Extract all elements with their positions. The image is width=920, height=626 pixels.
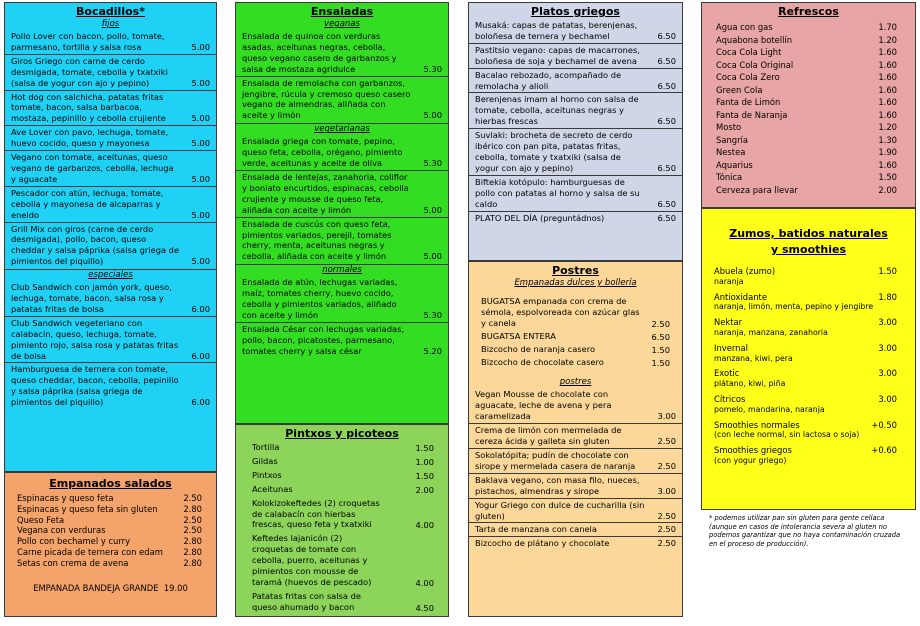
postres-empanadas-list <box>469 296 682 369</box>
zumo-item-price: +0.60 <box>871 445 897 456</box>
refresco-item-name: Coca Cola Light <box>716 47 782 57</box>
ensalada-vegetariana-item-text: Ensalada de cuscús con queso feta, pimientos variados, perejil, tomates cherry, menta, aceitunas negras y cebolla, aliñada con aceite y limón <box>242 218 392 262</box>
plato-griego-item-text: Pastitsio vegano: capas de macarrones, boloñesa de soja y bechamel de avena <box>475 44 640 66</box>
ensalada-vegetariana-item-price: 5.00 <box>423 251 442 262</box>
refresco-item-price: 1.60 <box>878 97 897 107</box>
ensalada-vegana-item-text: Ensalada de quinoa con verduras asadas, aceitunas negras, cebolla, queso vegano casero de garbanzos y salsa de mostaza agridulce <box>242 31 397 74</box>
bocadillo-fijo-item-price: 5.00 <box>191 113 210 124</box>
zumo-item <box>708 266 911 288</box>
postre-empanada-text: BUGATSA empanada con crema de sémola, espolvoreada con azúcar glas y canela <box>481 296 640 328</box>
pintxos-list <box>236 441 448 615</box>
bocadillo-fijo-item-price: 5.00 <box>191 77 210 88</box>
pintxo-item-price: 4.00 <box>415 577 434 588</box>
ensaladas-sub-veganas: veganas <box>324 19 360 29</box>
bocadillo-especial-item-text: Hamburguesa de ternera con tomate, queso cheddar, bacon, cebolla, pepinillo y salsa páprika (salsa griega de pimientos del piquillo) <box>11 364 179 408</box>
empanado-item-name: Vegana con verduras <box>17 525 106 536</box>
refresco-item-price: 1.60 <box>878 109 897 120</box>
pintxo-item-price: 2.00 <box>415 484 434 495</box>
bocadillo-fijo-item-text: Grill Mix con giros (carne de cerdo desmigada), pollo, bacon, queso cheddar y salsa páprika (salsa griega de pimientos del piquillo) <box>11 223 180 267</box>
platos-section <box>468 2 683 261</box>
zumo-item-price: 3.00 <box>878 342 897 353</box>
empanados-section <box>4 472 217 617</box>
ensalada-vegana-item-price: 5.00 <box>423 110 442 121</box>
refresco-item-name: Green Cola <box>716 84 763 95</box>
bocadillo-especial-item <box>5 362 216 409</box>
postre-item-price: 2.50 <box>657 436 676 447</box>
zumo-item <box>708 420 911 442</box>
bocadillo-especial-item-price: 6.00 <box>191 350 210 361</box>
refresco-item-price: 1.20 <box>878 122 897 132</box>
empanado-item-price: 2.50 <box>183 525 202 536</box>
pintxo-item <box>236 497 448 533</box>
zumo-item-price: 1.50 <box>878 266 897 276</box>
pintxo-item-text: Gildas <box>252 455 278 466</box>
refresco-item-name: Nestea <box>716 147 746 157</box>
pintxo-item <box>236 590 448 615</box>
refrescos-section <box>701 2 916 208</box>
postre-item-text: Crema de limón con mermelada de cereza ácida y galleta sin gluten <box>475 425 622 447</box>
bocadillo-fijo-item <box>5 90 216 126</box>
postre-item <box>469 473 682 498</box>
refresco-item-name: Coca Cola Zero <box>716 72 780 82</box>
pintxo-item-text: Aceitunas <box>252 483 293 494</box>
refrescos-list <box>702 19 915 196</box>
pintxo-item-price: 1.00 <box>415 456 434 467</box>
pintxo-item-text: Keftedes lajanicón (2) croquetas de tomate con cebolla, puerro, aceitunas y pimientos con mousse de taramá (huevos de pescado) <box>252 533 372 587</box>
postre-item <box>469 423 682 448</box>
ensalada-normal-item-price: 5.20 <box>423 345 442 356</box>
ensalada-vegana-item-price: 5.30 <box>423 63 442 74</box>
bocadillo-fijo-item <box>5 186 216 222</box>
bocadillo-fijo-item-price: 5.00 <box>191 138 210 149</box>
zumo-item-row <box>708 368 911 379</box>
postre-item-text: Tarta de manzana con canela <box>475 524 597 535</box>
ensalada-normal-item-text: Ensalada César con lechugas variadas, pollo, bacon, picatostes, parmesano, tomates cherry y salsa césar <box>242 323 405 356</box>
bocadillo-especial-item-text: Club Sandwich vegeteriano con calabacín, queso, lechuga, tomate, pimiento rojo, salsa rosa y patatas fritas de bolsa <box>11 317 179 361</box>
refresco-item-name: Coca Cola Original <box>716 59 794 70</box>
bocadillo-fijo-item-text: Pescador con atún, lechuga, tomate, cebolla y mayonesa de alcaparras y eneldo <box>11 187 164 220</box>
refresco-item-price: 1.60 <box>878 47 897 57</box>
zumo-item-row <box>708 317 911 328</box>
plato-griego-item-text: Suvlaki: brocheta de secreto de cerdo ibérico con pan pita, patatas fritas, cebolla, tomate y txatxiki (salsa de yogur con ajo y pepino) <box>475 130 633 173</box>
zumo-item-name: Cítricos <box>714 393 746 404</box>
refresco-item-price: 1.60 <box>878 72 897 82</box>
pintxo-item-text: Pintxos <box>252 469 282 480</box>
bocadillo-fijo-item-text: Vegano con tomate, aceitunas, queso vegano de garbanzos, cebolla, lechuga y aguacate <box>11 152 174 184</box>
zumo-item-name: Antioxidante <box>714 291 767 302</box>
zumos-title-line2: y smoothies <box>771 243 846 256</box>
empanado-item-price: 2.50 <box>183 514 202 525</box>
postre-item <box>469 388 682 423</box>
ensaladas-normales-list <box>236 276 448 357</box>
refresco-item <box>710 84 911 97</box>
postre-item-price: 2.50 <box>657 510 676 521</box>
ensalada-vegetariana-item <box>236 135 448 170</box>
postre-empanada-item <box>469 344 682 357</box>
pintxo-item <box>236 532 448 590</box>
refresco-item-name: Sangría <box>716 134 748 145</box>
empanado-item-name: Queso Feta <box>17 514 65 525</box>
zumo-item-desc: naranja, limón, menta, pepino y jengibre <box>714 302 874 312</box>
refresco-item-name: Mosto <box>716 122 742 132</box>
zumo-item-name: Nektar <box>714 317 743 328</box>
platos-list <box>469 19 682 224</box>
empanados-title: Empanados salados <box>49 477 172 490</box>
postre-empanada-item <box>469 296 682 331</box>
footnote-text: * podemos utilizar pan sin gluten para gente celíaca (aunque en casos de intolerancia severa al gluten no podemos garantizar que no haya contaminación cruzada en el proceso de producción). <box>709 514 901 548</box>
zumos-list <box>702 266 915 467</box>
plato-griego-item-text: PLATO DEL DÍA (preguntádnos) <box>475 212 605 223</box>
ensalada-vegana-item <box>236 30 448 76</box>
platos-title: Platos griegos <box>531 5 620 18</box>
zumo-item-desc: naranja <box>714 276 744 286</box>
ensaladas-sub-vegetarianas: vegetarianas <box>236 123 448 134</box>
zumo-item-desc: naranja, manzana, zanahoria <box>714 327 828 337</box>
plato-griego-item <box>469 92 682 128</box>
postres-title: Postres <box>552 264 599 277</box>
pintxo-item-price: 1.50 <box>415 470 434 481</box>
ensaladas-sub-normales: normales <box>236 264 448 275</box>
empanado-item-name: Espinacas y queso feta <box>17 493 114 503</box>
empanado-item-price: 2.80 <box>183 557 202 568</box>
empanado-item-price: 2.80 <box>183 546 202 557</box>
plato-griego-item-price: 6.50 <box>657 80 676 91</box>
empanado-item-name: Espinacas y queso feta sin gluten <box>17 503 158 514</box>
bocadillo-especial-item <box>5 316 216 363</box>
postre-empanada-price: 6.50 <box>651 331 670 342</box>
ensaladas-section <box>235 2 449 424</box>
bocadillo-fijo-item-text: Hot dog con salchicha, patatas fritas tomate, bacon, salsa barbacoa, mostaza, pepinillo y cebolla crujiente <box>11 91 166 124</box>
zumo-item <box>708 445 911 467</box>
postre-item-text: Sokolatópita; pudín de chocolate con sirope y mermelada casera de naranja <box>475 449 636 471</box>
refresco-item-name: Fanta de Limón <box>716 97 781 107</box>
ensalada-vegana-item-text: Ensalada de remolacha con garbanzos, jengibre, rúcula y cremoso queso casero vegano de almendras, aliñada con aceite y limón <box>242 77 411 121</box>
postre-item-text: Bizcocho de plátano y chocolate <box>475 538 610 549</box>
bocadillos-title: Bocadillos* <box>76 5 145 18</box>
postre-empanada-item <box>469 357 682 370</box>
refresco-item-name: Aquabona botellín <box>716 34 793 45</box>
ensalada-vegetariana-item-price: 5.30 <box>423 158 442 169</box>
pintxo-item <box>236 441 448 455</box>
bocadillo-fijo-item-text: Pollo Lover con bacon, pollo, tomate, parmesano, tortilla y salsa rosa <box>11 31 165 52</box>
zumo-item-row <box>708 292 911 303</box>
bocadillo-fijo-item <box>5 30 216 54</box>
postre-item-price: 3.00 <box>657 411 676 422</box>
ensalada-vegetariana-item-text: Ensalada de lentejas, zanahoria, coliflor y boniato encurtidos, espinacas, cebolla crujiente y mousse de queso feta, aliñada con aceite y limón <box>242 171 409 215</box>
bocadillo-fijo-item-price: 5.00 <box>191 209 210 220</box>
ensalada-vegetariana-item-price: 5.00 <box>423 204 442 215</box>
postre-item-text: Baklava vegano, con masa filo, nueces, pistachos, almendras y sirope <box>475 474 640 496</box>
pintxo-item <box>236 455 448 469</box>
empanado-item-price: 2.80 <box>183 503 202 514</box>
refresco-item <box>710 96 911 109</box>
pintxos-title: Pintxos y picoteos <box>285 427 399 440</box>
zumo-item-row <box>708 343 911 354</box>
pintxo-item <box>236 483 448 497</box>
empanada-bandeja-row <box>5 583 216 594</box>
refresco-item <box>710 134 911 147</box>
zumo-item-price: 3.00 <box>878 393 897 404</box>
refresco-item <box>710 171 911 184</box>
empanado-item <box>5 547 216 558</box>
empanado-item <box>5 536 216 547</box>
postre-item-price: 2.50 <box>657 524 676 535</box>
zumo-item-name: Abuela (zumo) <box>714 266 776 276</box>
ensalada-vegetariana-item-text: Ensalada griega con tomate, pepino, queso feta, cebolla, orégano, pimiento verde, aceitunas y aceite de oliva <box>242 136 403 169</box>
refrescos-title: Refrescos <box>778 5 839 18</box>
postre-empanada-text: BUGATSA ENTERA <box>481 330 556 341</box>
refresco-item-price: 1.20 <box>878 34 897 45</box>
bocadillos-especiales-list <box>5 281 216 409</box>
empanado-item <box>5 493 216 504</box>
zumo-item-desc: pomelo, mandarina, naranja <box>714 404 825 414</box>
plato-griego-item <box>469 68 682 93</box>
plato-griego-item-price: 6.50 <box>657 55 676 66</box>
refresco-item <box>710 34 911 47</box>
ensalada-normal-item <box>236 276 448 322</box>
plato-griego-item-price: 6.50 <box>657 116 676 127</box>
bocadillo-especial-item <box>5 281 216 316</box>
bocadillo-fijo-item-price: 5.00 <box>191 256 210 267</box>
zumo-item-row <box>708 394 911 405</box>
plato-griego-item-text: Bacalao rebozado, acompañado de remolacha y alioli <box>475 69 622 91</box>
refresco-item <box>710 71 911 84</box>
refresco-item-price: 1.60 <box>878 84 897 95</box>
zumo-item <box>708 394 911 416</box>
empanada-bandeja-price: 19.00 <box>163 582 188 593</box>
zumo-item-row <box>708 445 911 456</box>
zumo-item-name: Invernal <box>714 342 748 353</box>
postre-empanada-price: 1.50 <box>651 344 670 355</box>
postre-item <box>469 522 682 536</box>
empanado-item <box>5 558 216 569</box>
postre-empanada-text: Bizcocho de chocolate casero <box>481 356 604 367</box>
refresco-item-price: 1.60 <box>878 159 897 170</box>
plato-griego-item <box>469 211 682 225</box>
zumo-item <box>708 343 911 365</box>
ensalada-normal-item <box>236 322 448 358</box>
postres-sub-postres: postres <box>559 377 592 388</box>
zumos-section <box>701 208 916 510</box>
postre-item-text: Yogur Griego con dulce de cucharilla (sin gluten) <box>475 499 645 521</box>
bocadillos-sub-especiales: especiales <box>5 269 216 280</box>
zumo-item-price: 3.00 <box>878 368 897 379</box>
zumo-item <box>708 317 911 339</box>
refresco-item-name: Aquarius <box>716 159 753 170</box>
plato-griego-item <box>469 128 682 175</box>
refresco-item <box>710 21 911 34</box>
empanado-item <box>5 515 216 526</box>
empanada-bandeja-label: EMPANADA BANDEJA GRANDE <box>33 582 159 593</box>
plato-griego-item-price: 6.50 <box>657 162 676 173</box>
bocadillo-fijo-item <box>5 150 216 186</box>
zumo-item-price: +0.50 <box>871 419 897 430</box>
ensaladas-title: Ensaladas <box>310 5 374 18</box>
plato-griego-item-text: Musaká: capas de patatas, berenjenas, boloñesa de ternera y bechamel <box>475 20 638 41</box>
zumo-item-name: Exotic <box>714 368 740 379</box>
bocadillo-fijo-item <box>5 54 216 90</box>
zumo-item-desc: (con yogur griego) <box>714 455 787 465</box>
plato-griego-item <box>469 19 682 43</box>
refresco-item <box>710 46 911 59</box>
empanado-item-name: Pollo con bechamel y curry <box>17 536 131 547</box>
plato-griego-item <box>469 175 682 211</box>
refresco-item-name: Agua con gas <box>716 22 773 32</box>
zumo-item-row <box>708 420 911 431</box>
plato-griego-item-price: 6.50 <box>657 198 676 209</box>
postre-item-text: Vegan Mousse de chocolate con aguacate, leche de avena y pera caramelizada <box>475 389 612 422</box>
plato-griego-item-price: 6.50 <box>657 212 676 223</box>
ensalada-vegetariana-item <box>236 217 448 264</box>
pintxo-item-price: 4.50 <box>415 602 434 613</box>
pintxos-section <box>235 424 449 617</box>
refresco-item-price: 1.60 <box>878 59 897 70</box>
bocadillo-especial-item-price: 6.00 <box>191 303 210 314</box>
bocadillos-fijos-list <box>5 30 216 268</box>
refresco-item <box>710 146 911 159</box>
pintxo-item-text: Tortilla <box>252 442 280 452</box>
empanados-list <box>5 493 216 569</box>
refresco-item <box>710 121 911 134</box>
zumo-item-price: 1.80 <box>878 291 897 302</box>
refresco-item-price: 2.00 <box>878 184 897 195</box>
ensaladas-vegetarianas-list <box>236 135 448 263</box>
postre-item <box>469 536 682 550</box>
bocadillo-especial-item-price: 6.00 <box>191 397 210 408</box>
refresco-item-price: 1.70 <box>878 22 897 32</box>
bocadillo-fijo-item-text: Giros Griego con carne de cerdo desmigada, tomate, cebolla y txatxiki (salsa de yogur con ajo y pepino) <box>11 55 168 88</box>
empanado-item <box>5 504 216 515</box>
refresco-item-name: Fanta de Naranja <box>716 109 788 120</box>
pintxo-item-price: 4.00 <box>415 520 434 531</box>
plato-griego-item-text: Berenjenas imam al horno con salsa de tomate, cebolla, aceitunas negras y hierbas frescas <box>475 94 639 127</box>
postres-sub-empanadas: Empanadas dulces y bollería <box>514 278 637 288</box>
footnote <box>703 514 915 584</box>
empanado-item <box>5 525 216 536</box>
plato-griego-item <box>469 43 682 68</box>
refresco-item-name: Cerveza para llevar <box>716 184 798 195</box>
pintxo-item <box>236 469 448 483</box>
zumo-item-desc: plátano, kiwi, piña <box>714 379 786 389</box>
refresco-item <box>710 59 911 72</box>
bocadillo-especial-item-text: Club Sandwich con jamón york, queso, lechuga, tomate, bacon, salsa rosa y patatas fritas de bolsa <box>11 282 172 314</box>
bocadillo-fijo-item-price: 5.00 <box>191 41 210 52</box>
bocadillo-fijo-item <box>5 125 216 150</box>
refresco-item-price: 1.50 <box>878 172 897 182</box>
empanado-item-name: Setas con crema de avena <box>17 557 129 568</box>
bocadillo-fijo-item-text: Ave Lover con pavo, lechuga, tomate, huevo cocido, queso y mayonesa <box>11 127 169 149</box>
empanado-item-price: 2.50 <box>183 493 202 503</box>
postre-empanada-price: 1.50 <box>651 357 670 368</box>
empanado-item-name: Carne picada de ternera con edam <box>17 546 163 557</box>
postre-item-price: 3.00 <box>657 485 676 496</box>
postre-item <box>469 448 682 473</box>
zumo-item <box>708 292 911 314</box>
postre-item-price: 2.50 <box>657 538 676 549</box>
pintxo-item-text: Patatas fritas con salsa de queso ahumado y bacon <box>252 590 361 612</box>
ensaladas-veganas-list <box>236 30 448 122</box>
ensalada-normal-item-text: Ensalada de atún, lechugas variadas, maíz, tomates cherry, huevo cocido, cebolla y pimientos variados, aliñado con aceite y limón <box>242 277 398 320</box>
zumo-item-price: 3.00 <box>878 317 897 328</box>
zumo-item-desc: manzana, kiwi, pera <box>714 353 793 363</box>
plato-griego-item-price: 6.50 <box>657 30 676 41</box>
zumo-item-name: Smoothies normales <box>714 419 800 430</box>
refresco-item-price: 1.90 <box>878 147 897 157</box>
zumos-title-line1: Zumos, batidos naturales <box>729 227 888 240</box>
ensalada-normal-item-price: 5.30 <box>423 309 442 320</box>
postre-empanada-price: 2.50 <box>651 318 670 329</box>
postre-empanada-text: Bizcocho de naranja casero <box>481 343 596 354</box>
postres-list <box>469 388 682 550</box>
pintxo-item-price: 1.50 <box>415 443 434 453</box>
bocadillos-sub-fijos: fijos <box>101 19 120 29</box>
pintxo-item-text: Kolokizokeftedes (2) croquetas de calabacín con hierbas frescas, queso feta y txatxiki <box>252 497 380 530</box>
refresco-item <box>710 109 911 122</box>
bocadillo-fijo-item <box>5 222 216 269</box>
plato-griego-item-text: Biftekia kotópulo: hamburguesas de pollo con patatas al horno y salsa de su caldo <box>475 176 640 209</box>
empanado-item-price: 2.80 <box>183 536 202 547</box>
bocadillos-section <box>4 2 217 472</box>
refresco-item <box>710 184 911 197</box>
zumo-item-name: Smoothies griegos <box>714 445 792 456</box>
zumo-item <box>708 368 911 390</box>
ensalada-vegana-item <box>236 76 448 123</box>
bocadillo-fijo-item-price: 5.00 <box>191 173 210 184</box>
postre-empanada-item <box>469 331 682 344</box>
zumo-item-desc: (con leche normal, sin lactosa o soja) <box>714 430 860 440</box>
refresco-item-name: Tónica <box>716 172 743 182</box>
postre-item-price: 2.50 <box>657 460 676 471</box>
postres-section <box>468 261 683 617</box>
zumo-item-row <box>708 266 911 277</box>
postre-item <box>469 498 682 523</box>
ensalada-vegetariana-item <box>236 170 448 217</box>
refresco-item-price: 1.30 <box>878 134 897 145</box>
refresco-item <box>710 159 911 172</box>
